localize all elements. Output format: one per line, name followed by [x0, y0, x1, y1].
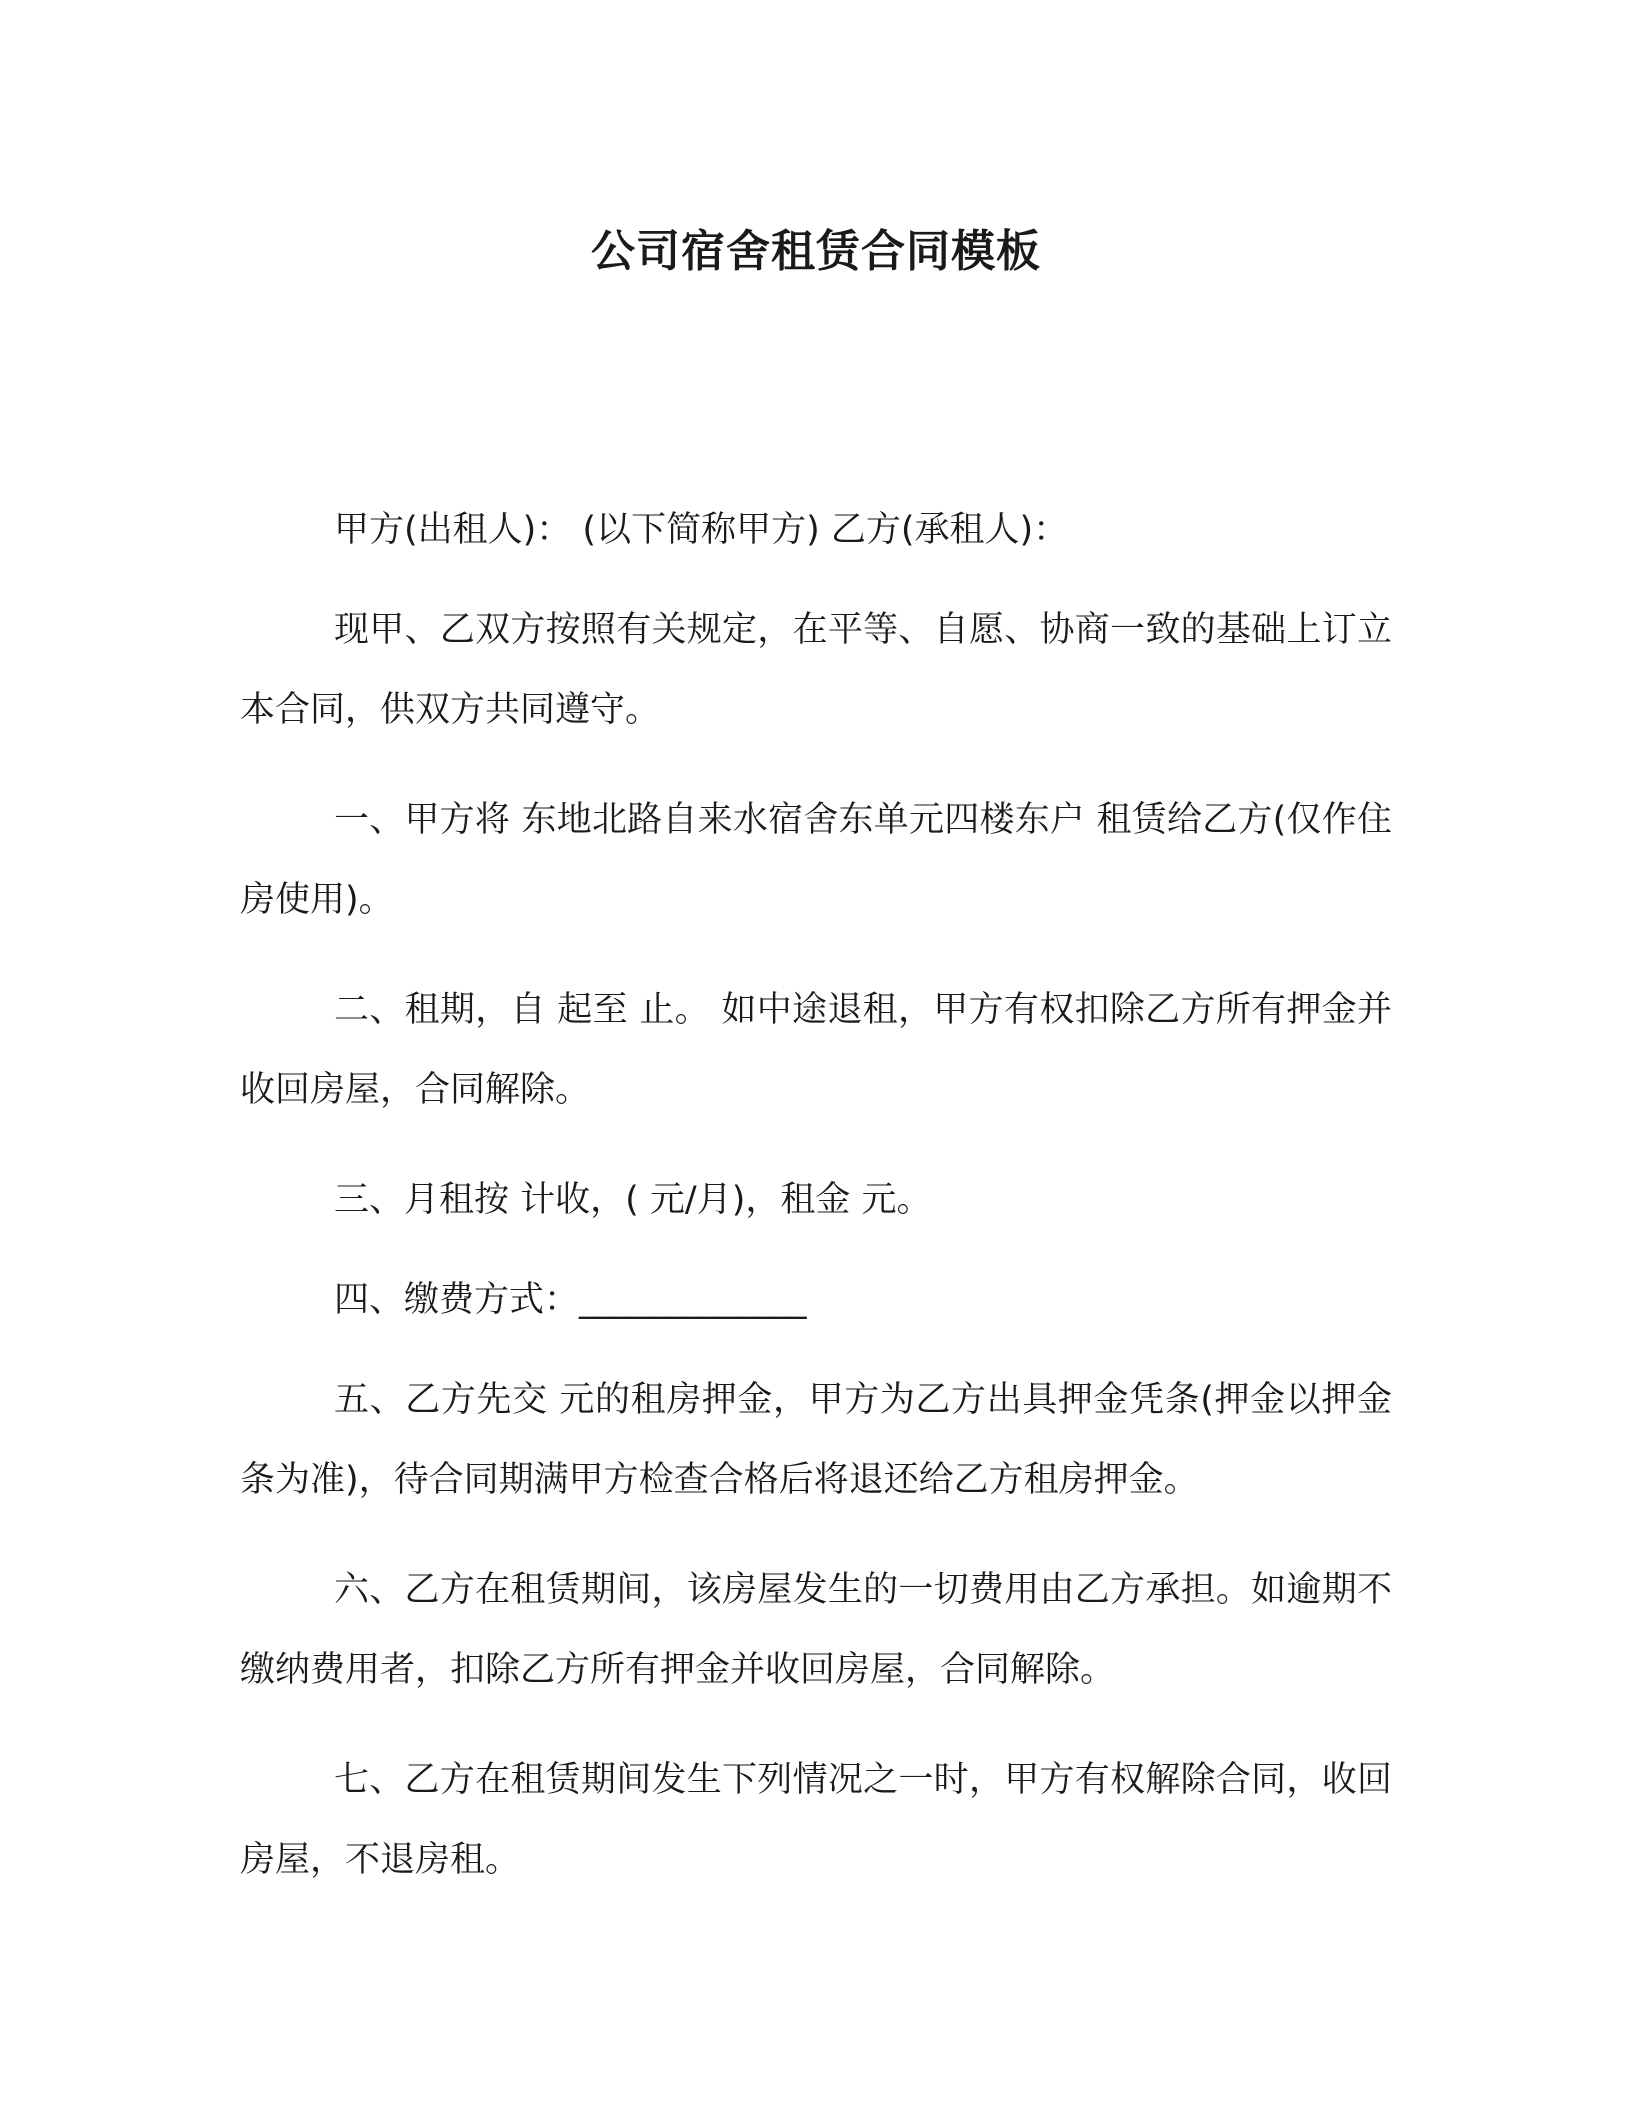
- document-body: [240, 490, 1392, 1930]
- clause-5-paragraph: 五、乙方先交 元的租房押金，甲方为乙方出具押金凭条(押金以押金条为准)，待合同期满甲方检查合格后将退还给乙方租房押金。: [240, 1380, 1392, 1500]
- preamble-paragraph: 现甲、乙双方按照有关规定，在平等、自愿、协商一致的基础上订立本合同，供双方共同遵守。: [240, 610, 1392, 730]
- document-title: 公司宿舍租赁合同模板: [591, 226, 1041, 277]
- clause-4-paragraph: 四、缴费方式：_____________: [334, 1280, 807, 1320]
- clause-1-paragraph: 一、甲方将 东地北路自来水宿舍东单元四楼东户 租赁给乙方(仅作住房使用)。: [240, 800, 1392, 920]
- parties-paragraph: 甲方(出租人)： (以下简称甲方) 乙方(承租人)：: [334, 510, 1069, 550]
- clause-6-paragraph: 六、乙方在租赁期间，该房屋发生的一切费用由乙方承担。如逾期不缴纳费用者，扣除乙方所有押金并收回房屋，合同解除。: [240, 1570, 1392, 1690]
- clause-2-paragraph: 二、租期，自 起至 止。 如中途退租，甲方有权扣除乙方所有押金并收回房屋，合同解除。: [240, 990, 1392, 1110]
- clause-7-paragraph: 七、乙方在租赁期间发生下列情况之一时，甲方有权解除合同，收回房屋，不退房租。: [240, 1760, 1392, 1880]
- clause-3-paragraph: 三、月租按 计收，( 元/月)，租金 元。: [334, 1180, 932, 1220]
